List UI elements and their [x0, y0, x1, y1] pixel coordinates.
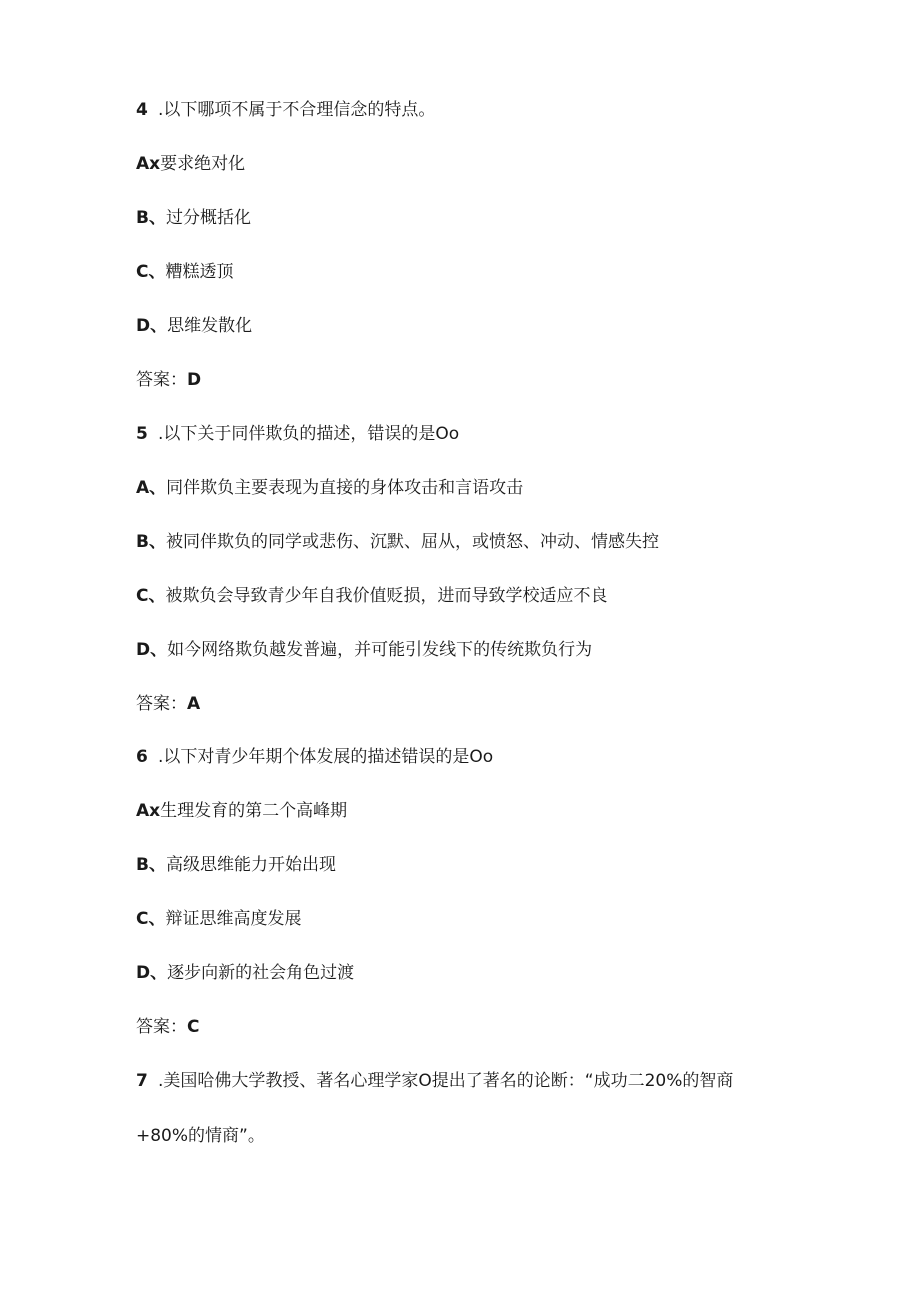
option-prefix: D、 [136, 963, 168, 983]
option-text: 被欺负会导致青少年自我价值贬损，进而导致学校适应不良 [165, 586, 608, 606]
answer-value: D [187, 370, 202, 390]
question-number: 7 [136, 1071, 148, 1091]
option-prefix: B、 [136, 855, 166, 875]
option-prefix: Ax [136, 801, 161, 821]
question-4-option-d [136, 315, 252, 337]
option-text: 辩证思维高度发展 [165, 909, 302, 929]
option-prefix: C、 [136, 262, 166, 282]
option-prefix: B、 [136, 208, 166, 228]
question-5-stem [136, 423, 459, 445]
question-4-answer [136, 369, 201, 391]
option-text: 糟糕透顶 [165, 262, 234, 282]
option-prefix: C、 [136, 909, 166, 929]
option-prefix: A、 [136, 478, 167, 498]
option-text: 逐步向新的社会角色过渡 [167, 963, 355, 983]
question-text: .以下关于同伴欺负的描述，错误的是Oo [158, 424, 460, 444]
answer-label: 答案： [136, 370, 187, 390]
option-text: 如今网络欺负越发普遍，并可能引发线下的传统欺负行为 [167, 640, 593, 660]
question-7-stem-continued [136, 1125, 265, 1147]
question-6-option-a [136, 800, 347, 822]
option-text: 高级思维能力开始出现 [165, 855, 336, 875]
question-5-option-d [136, 639, 592, 661]
option-prefix: Ax [136, 154, 161, 174]
question-5-option-c [136, 585, 607, 607]
question-number: 4 [136, 100, 148, 120]
question-6-option-d [136, 962, 354, 984]
question-number: 6 [136, 747, 148, 767]
question-number: 5 [136, 424, 148, 444]
option-prefix: D、 [136, 316, 168, 336]
question-4-option-b [136, 207, 251, 229]
question-text-continued: +80%的情商”。 [136, 1126, 265, 1146]
question-6-answer [136, 1016, 199, 1038]
option-prefix: D、 [136, 640, 168, 660]
option-prefix: B、 [136, 532, 166, 552]
answer-label: 答案： [136, 1017, 187, 1037]
question-5-answer [136, 693, 200, 715]
option-text: 思维发散化 [167, 316, 253, 336]
question-5-option-a [136, 477, 523, 499]
question-4-option-c [136, 261, 233, 283]
question-6-option-b [136, 854, 336, 876]
option-text: 要求绝对化 [160, 154, 246, 174]
question-text: .美国哈佛大学教授、著名心理学家O提出了著名的论断：“成功二20%的智商 [158, 1071, 734, 1091]
option-prefix: C、 [136, 586, 166, 606]
question-4-option-a [136, 153, 245, 175]
question-4-stem [136, 99, 435, 121]
option-text: 生理发育的第二个高峰期 [160, 801, 348, 821]
question-6-option-c [136, 908, 301, 930]
option-text: 同伴欺负主要表现为直接的身体攻击和言语攻击 [166, 478, 524, 498]
question-text: .以下哪项不属于不合理信念的特点。 [158, 100, 436, 120]
answer-label: 答案： [136, 694, 187, 714]
answer-value: C [187, 1017, 200, 1037]
option-text: 被同伴欺负的同学或悲伤、沉默、屈从，或愤怒、冲动、情感失控 [165, 532, 659, 552]
question-text: .以下对青少年期个体发展的描述错误的是Oo [158, 747, 494, 767]
question-5-option-b [136, 531, 659, 553]
question-6-stem [136, 746, 493, 768]
question-7-stem [136, 1070, 733, 1092]
option-text: 过分概括化 [165, 208, 251, 228]
answer-value: A [187, 694, 201, 714]
